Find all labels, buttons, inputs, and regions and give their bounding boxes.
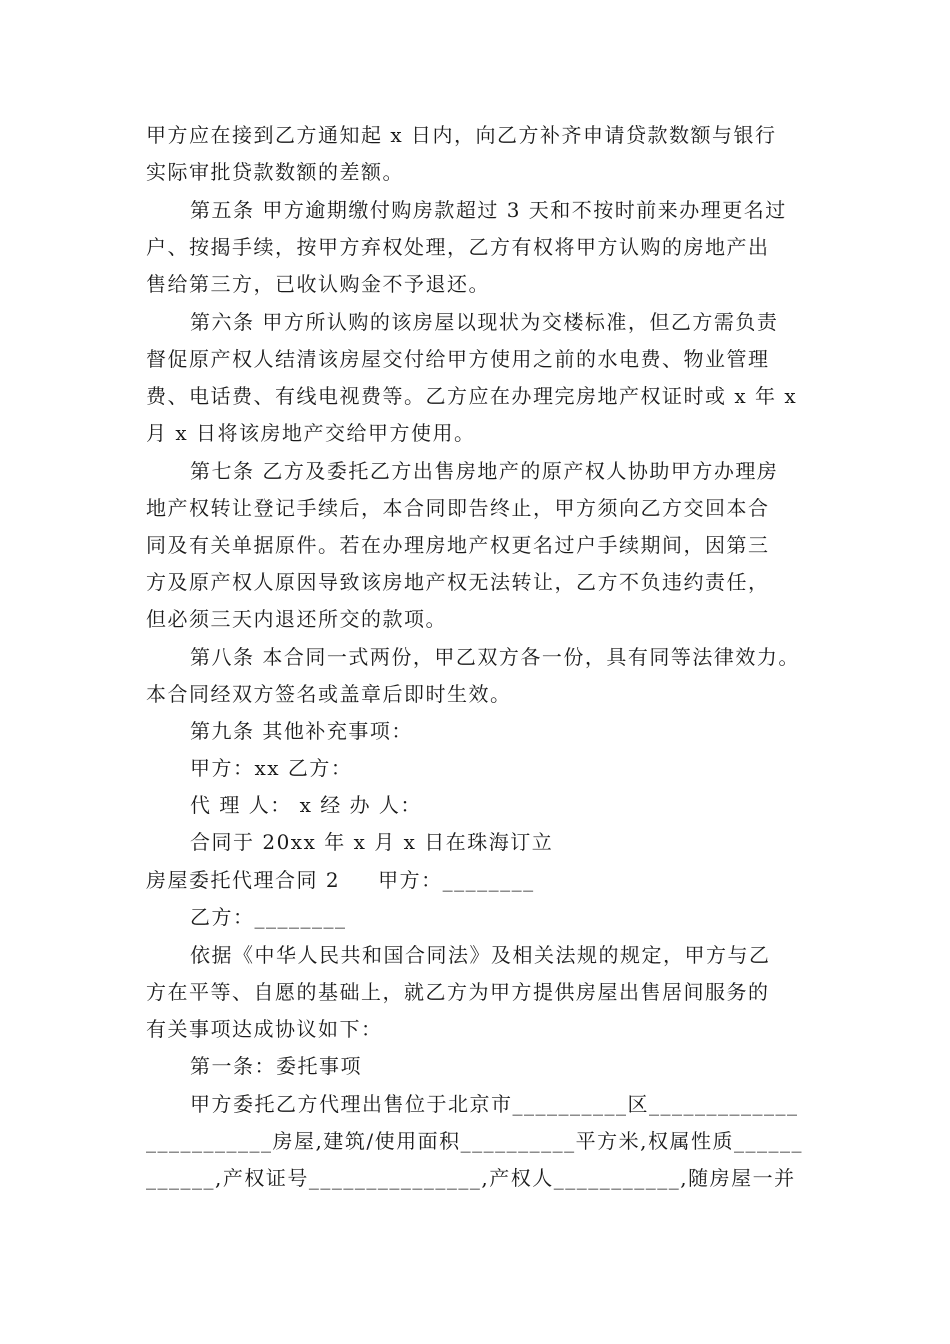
party-line: 甲方：xx 乙方： — [190, 756, 353, 780]
article-9-line: 第九条 其他补充事项： — [190, 719, 413, 743]
paragraph-line: 有关事项达成协议如下： — [146, 1017, 383, 1041]
party-a-field: 甲方：________ — [378, 868, 535, 892]
paragraph-line: 但必须三天内退还所交的款项。 — [146, 607, 447, 631]
paragraph-line: 费、电话费、有线电视费等。乙方应在办理完房地产权证时或 x 年 x — [146, 384, 798, 408]
signing-date-line: 合同于 20xx 年 x 月 x 日在珠海订立 — [190, 830, 554, 854]
paragraph-line: 方在平等、自愿的基础上，就乙方为甲方提供房屋出售居间服务的 — [146, 980, 770, 1004]
article-8-line: 第八条 本合同一式两份，甲乙双方各一份，具有同等法律效力。 — [190, 645, 800, 669]
paragraph-line: 月 x 日将该房地产交给甲方使用。 — [146, 421, 476, 445]
preamble-line: 依据《中华人民共和国合同法》及相关法规的规定，甲方与乙 — [190, 943, 771, 967]
article-6-line: 第六条 甲方所认购的该房屋以现状为交楼标准，但乙方需负责 — [190, 310, 779, 334]
paragraph-line: 地产权转让登记手续后，本合同即告终止，甲方须向乙方交回本合 — [146, 496, 770, 520]
contract-title-line — [146, 862, 826, 899]
contract-title: 房屋委托代理合同 2 — [146, 868, 341, 892]
paragraph-line: 实际审批贷款数额的差额。 — [146, 160, 404, 184]
paragraph-line: 督促原产权人结清该房屋交付给甲方使用之前的水电费、物业管理 — [146, 347, 770, 371]
paragraph-line: 方及原产权人原因导致该房地产权无法转让，乙方不负违约责任， — [146, 570, 770, 594]
paragraph-line: ______,产权证号_______________,产权人___________,随房屋一并 — [146, 1166, 796, 1190]
paragraph-line: 售给第三方，已收认购金不予退还。 — [146, 272, 490, 296]
paragraph-line: 户、按揭手续，按甲方弃权处理，乙方有权将甲方认购的房地产出 — [146, 235, 770, 259]
article-5-line: 第五条 甲方逾期缴付购房款超过 3 天和不按时前来办理更名过 — [190, 198, 787, 222]
article-1-line: 甲方委托乙方代理出售位于北京市__________区_____________ — [190, 1092, 799, 1116]
article-7-line: 第七条 乙方及委托乙方出售房地产的原产权人协助甲方办理房 — [190, 459, 779, 483]
article-1-heading: 第一条：委托事项 — [190, 1054, 362, 1078]
paragraph-line: ___________房屋,建筑/使用面积__________平方米,权属性质______ — [146, 1129, 803, 1153]
party-b-field: 乙方：________ — [190, 905, 347, 929]
agent-line: 代 理 人： x 经 办 人： — [190, 793, 422, 817]
paragraph-line: 甲方应在接到乙方通知起 x 日内，向乙方补齐申请贷款数额与银行 — [146, 123, 777, 147]
paragraph-line: 同及有关单据原件。若在办理房地产权更名过户手续期间，因第三 — [146, 533, 770, 557]
paragraph-line: 本合同经双方签名或盖章后即时生效。 — [146, 682, 512, 706]
